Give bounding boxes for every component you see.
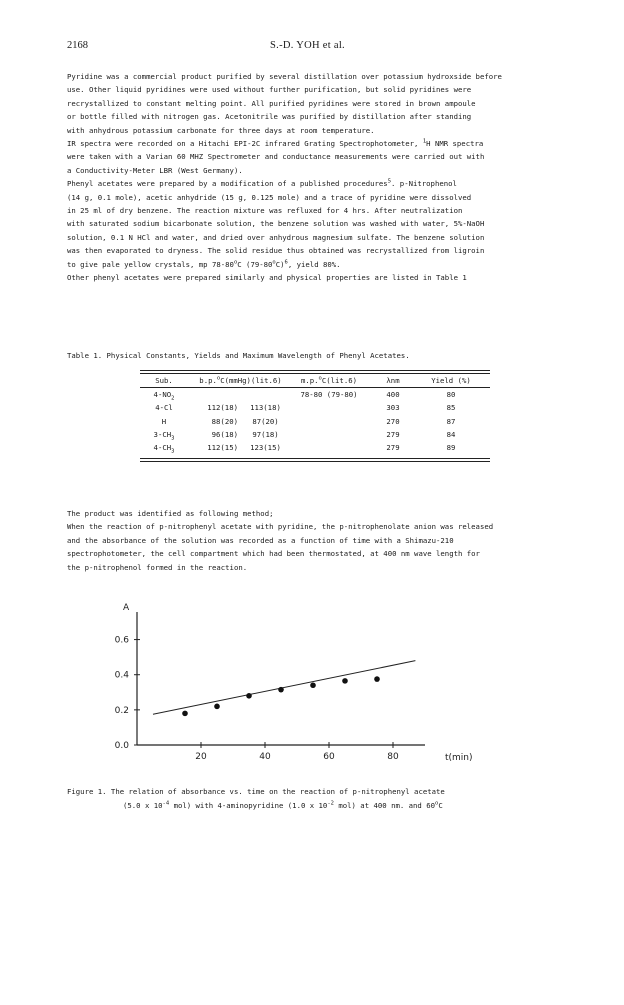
- x-tick-label: 40: [259, 752, 271, 762]
- text-line: recrystallized to constant melting point. All purified pyridines were stored in brown ampoule: [67, 98, 476, 108]
- fit-line: [153, 661, 415, 715]
- cell-sub: 4-Cl: [155, 403, 173, 413]
- cell-yield: 89: [446, 443, 456, 453]
- header-lambda: λnm: [386, 376, 400, 386]
- cell-yield: 85: [446, 403, 456, 413]
- y-axis-label: A: [123, 603, 130, 613]
- text-line: and the absorbance of the solution was recorded as a function of time with a Shimazu-210: [67, 535, 454, 545]
- text-line: (14 g, 0.1 mole), acetic anhydride (15 g, 0.125 mole) and a trace of pyridine were dissolved: [67, 192, 472, 202]
- caption-line: Figure 1. The relation of absorbance vs. time on the reaction of p-nitrophenyl acetate: [67, 787, 445, 796]
- text-line: in 25 ml of dry benzene. The reaction mixture was refluxed for 4 hrs. After neutralization: [67, 206, 463, 216]
- cell-bp: 88(20): [211, 416, 238, 426]
- cell-bp-lit: 123(15): [250, 443, 281, 453]
- cell-bp: 112(18): [207, 403, 238, 413]
- running-head: S.-D. YOH et al.: [270, 40, 345, 51]
- page-number: 2168: [67, 40, 88, 51]
- cell-lambda: 270: [386, 416, 400, 426]
- cell-lambda: 400: [386, 390, 400, 400]
- cell-mp: 78-80 (79-80): [300, 390, 358, 400]
- x-tick-label: 60: [323, 752, 335, 762]
- text-line: Phenyl acetates were prepared by a modification of a published procedures$^5$. p-Nitrophenol: [67, 178, 457, 189]
- data-point: [214, 704, 220, 710]
- header-mp: m.p.$^o$C(lit.6): [300, 375, 358, 386]
- text-line: or bottle filled with nitrogen gas. Acetonitrile was purified by distillation after standing: [67, 112, 472, 122]
- text-line: spectrophotometer, the cell compartment which had been thermostated, at 400 nm wave length for: [67, 549, 480, 559]
- data-point: [342, 678, 348, 684]
- text-line: IR spectra were recorded on a Hitachi EPI-2C infrared Grating Spectrophotometer, $^1$H NMR spectra: [67, 138, 484, 149]
- text-line: were taken with a Varian 60 MHZ Spectrometer and conductance measurements were carried out with: [67, 152, 485, 162]
- cell-sub: $4-NO_2$: [153, 390, 175, 402]
- y-tick-label: 0.0: [114, 741, 129, 751]
- text-line: to give pale yellow crystals, mp 78-80$^o$C $(79-80^oC)^6$, yield 80%.: [67, 259, 341, 269]
- text-line: Pyridine was a commercial product purified by several distillation over potassium hydroxside before: [67, 72, 502, 81]
- caption-line: (5.0 x $10^{-4}$ mol) with 4-aminopyridine (1.0 x $10^{-2}$ mol) at 400 nm. and 60$^o$C: [123, 800, 443, 810]
- figure-caption: [67, 785, 445, 812]
- cell-lambda: 279: [386, 443, 400, 453]
- cell-lambda: 279: [386, 429, 400, 439]
- data-point: [310, 682, 316, 688]
- y-tick-label: 0.4: [114, 670, 129, 681]
- table-caption: Table 1. Physical Constants, Yields and Maximum Wavelength of Phenyl Acetates.: [67, 351, 410, 360]
- cell-bp-lit: 97(18): [252, 429, 279, 439]
- cell-yield: 80: [446, 390, 456, 400]
- header-bp: b.p.$^o$C(mmHg)(lit.6): [199, 375, 282, 386]
- text-line: The product was identified as following method;: [67, 509, 274, 518]
- text-line: with saturated sodium bicarbonate solution, the benzene solution was washed with water, 5%-NaOH: [67, 219, 485, 229]
- text-line: with anhydrous potassium carbonate for three days at room temperature.: [67, 125, 375, 135]
- y-tick-label: 0.6: [114, 635, 129, 646]
- text-line: solution, 0.1 N HCl and water, and dried over anhydrous magnesium sulfate. The benzene solution: [67, 232, 485, 242]
- data-point: [374, 676, 380, 682]
- cell-yield: 87: [446, 416, 456, 426]
- cell-yield: 84: [446, 429, 456, 439]
- cell-bp-lit: 87(20): [252, 416, 279, 426]
- x-tick-label: 80: [387, 752, 399, 762]
- cell-bp: 112(15): [207, 443, 238, 453]
- y-tick-label: 0.2: [114, 705, 129, 716]
- text-line: was then evaporated to dryness. The solid residue thus obtained was recrystallized from ligroin: [67, 246, 485, 256]
- data-point: [246, 693, 252, 699]
- text-line: When the reaction of p-nitrophenyl acetate with pyridine, the p-nitrophenolate anion was released: [67, 522, 494, 532]
- cell-lambda: 303: [386, 403, 400, 413]
- cell-sub: $3-CH_3$: [153, 429, 175, 442]
- text-line: Other phenyl acetates were prepared similarly and physical properties are listed in Table 1: [67, 273, 467, 283]
- header-yield: Yield (%): [431, 376, 471, 386]
- text-line: use. Other liquid pyridines were used without further purification, but solid pyridines were: [67, 85, 472, 95]
- x-tick-label: 20: [195, 752, 207, 762]
- cell-sub: H: [161, 416, 167, 426]
- x-axis-label: t(min): [445, 753, 473, 763]
- cell-bp-lit: 113(18): [250, 403, 281, 413]
- header-sub: Sub.: [155, 376, 173, 386]
- data-point: [278, 687, 284, 693]
- text-line: a Conductivity-Meter LBR (West Germany).: [67, 165, 243, 175]
- text-line: the p-nitrophenol formed in the reaction.: [67, 562, 248, 572]
- cell-sub: $4-CH_3$: [153, 443, 175, 455]
- data-point: [182, 711, 188, 717]
- cell-bp: 96(18): [211, 429, 238, 439]
